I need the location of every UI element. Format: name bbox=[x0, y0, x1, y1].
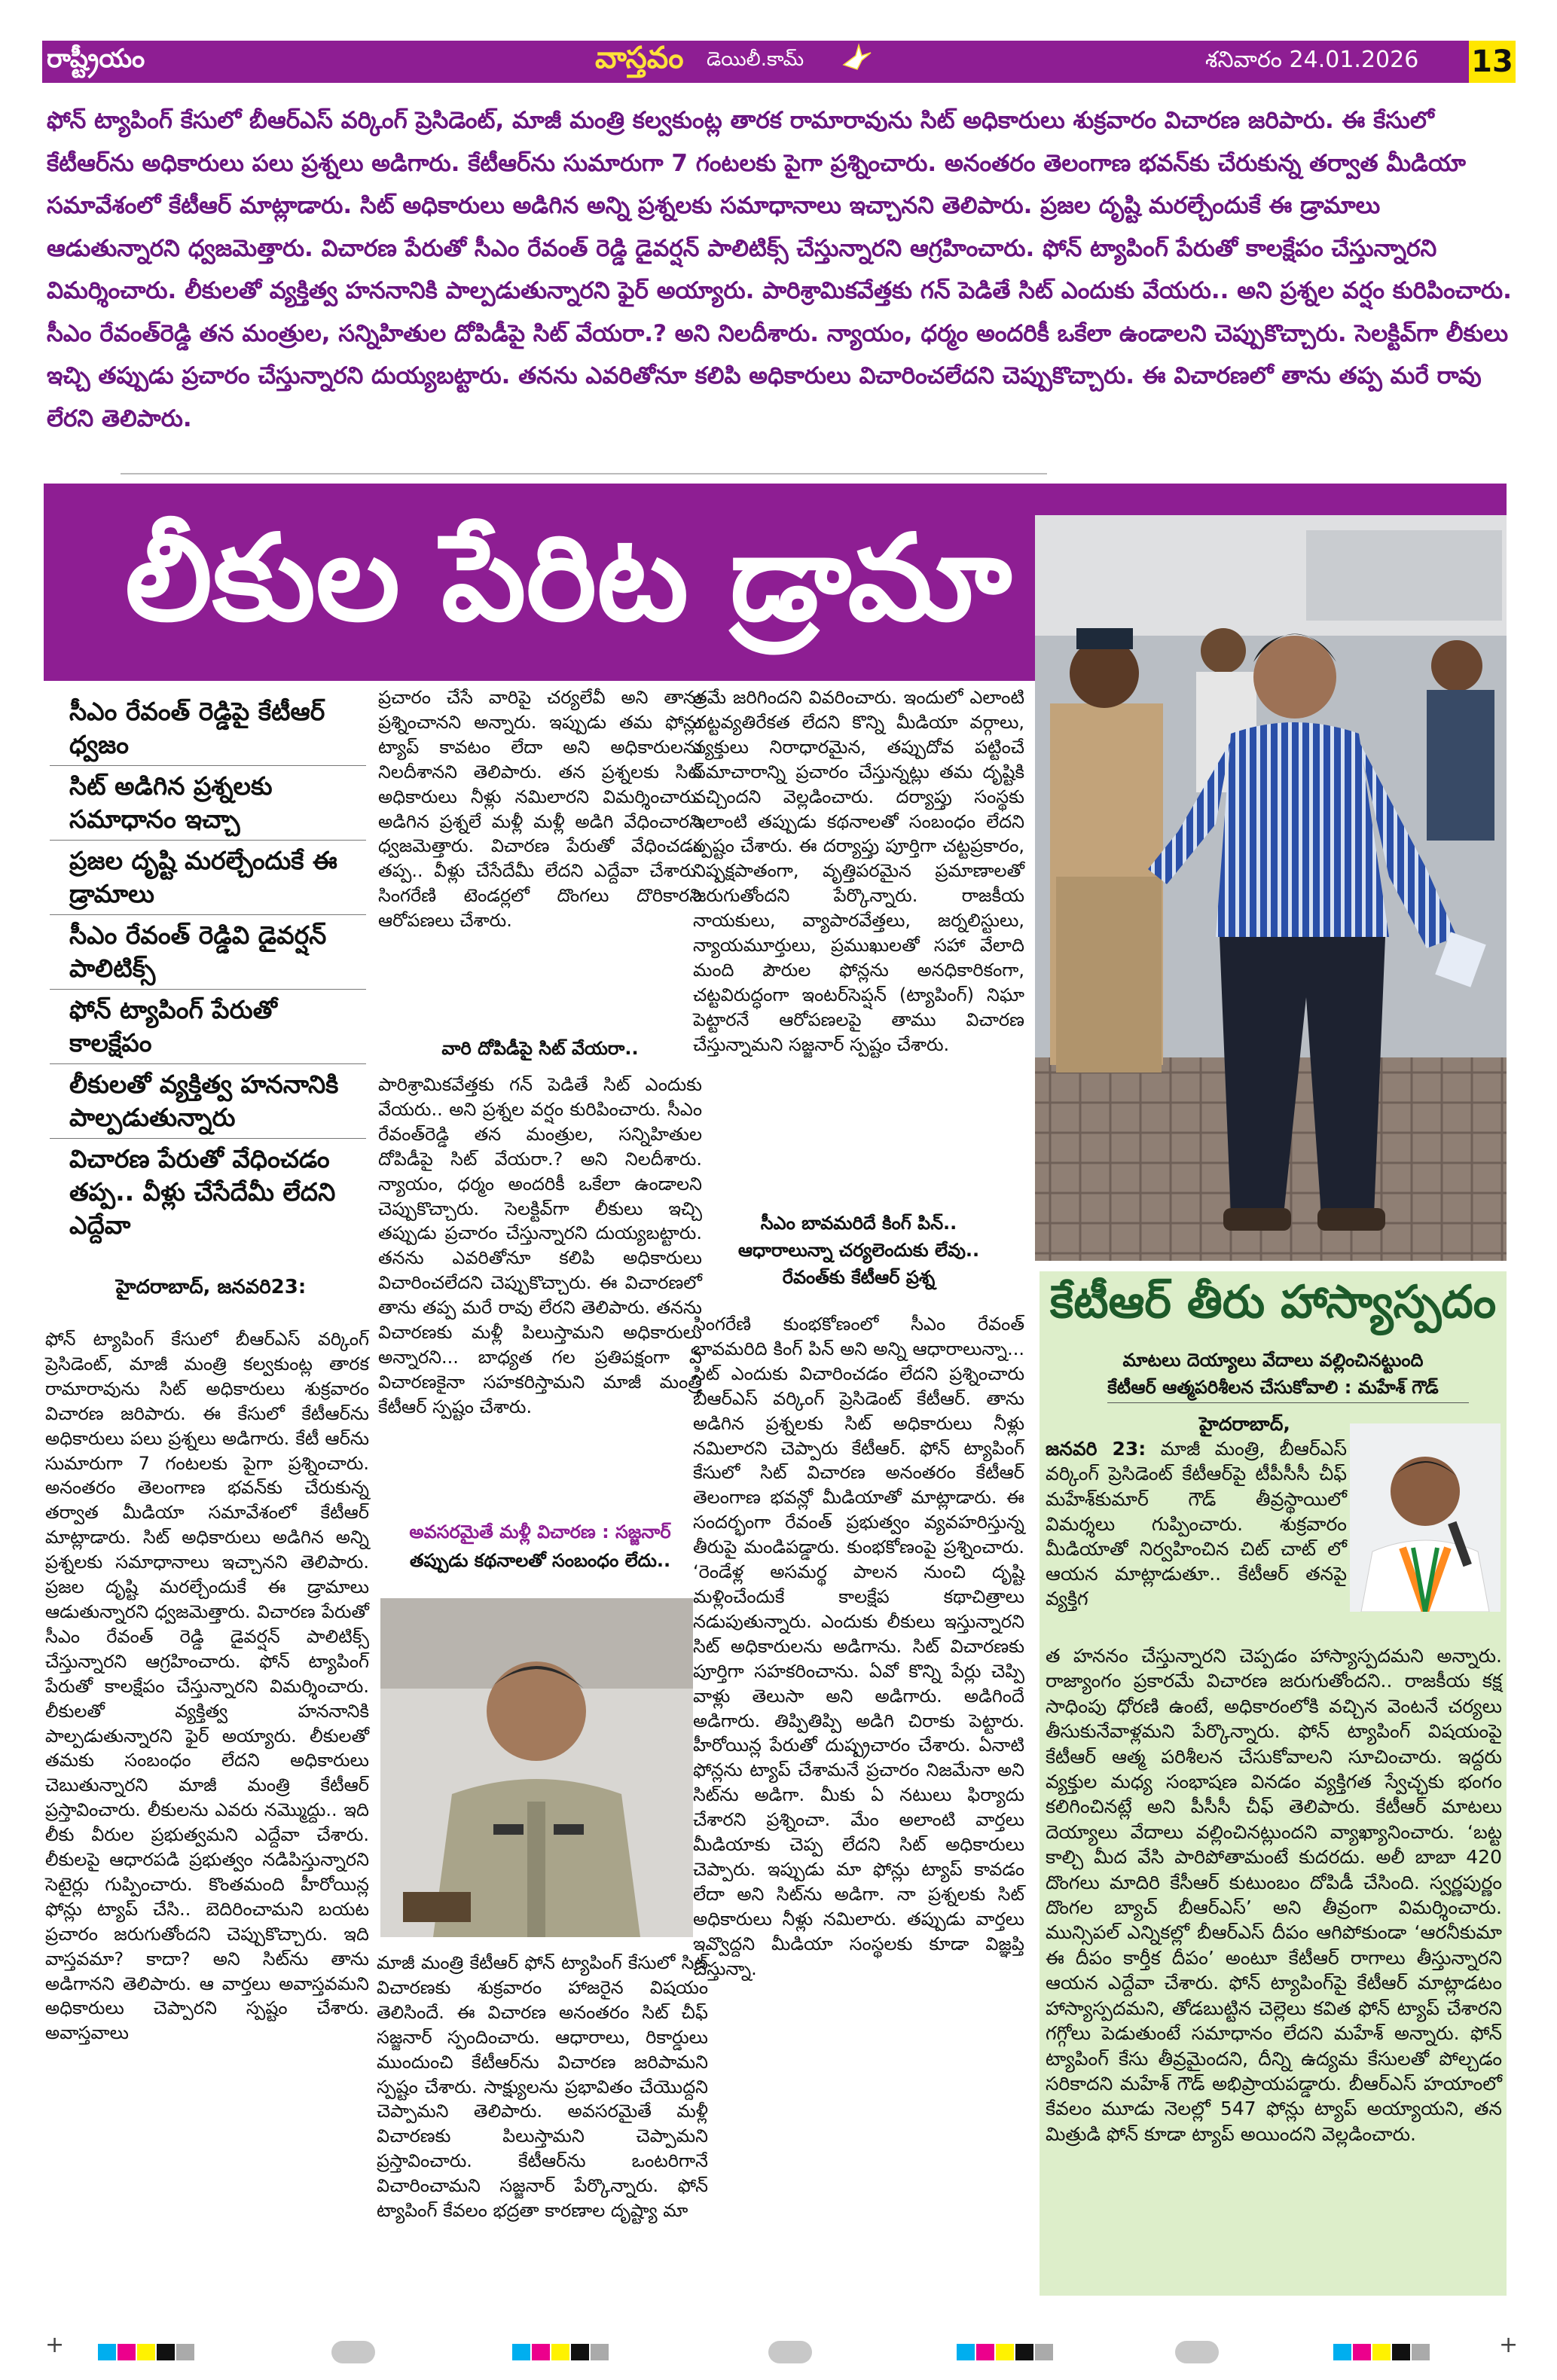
subhead: ప్రజల దృష్టి మరల్చేందుకే ఈ డ్రామాలు bbox=[50, 841, 366, 915]
sidebar-body-part-1 bbox=[1046, 1411, 1347, 1612]
article-column-3-part-2: సింగరేణి కుంభకోణంలో సీఎం రేవంత్ బావమరిది కింగ్ పిన్ అని అన్ని ఆధారాలున్నా... సిట్ ఎందుకు విచారించడం లేదని ప్రశ్నించారు బీఆర్ఎస్ వర్కింగ్ ప్రెసిడెంట్ కేటీఆర్. తాను అడిగిన ప్రశ్నలకు సిట్ అధికారులు నీళ్లు నమిలారని చెప్పారు కేటీఆర్. ఫోన్ ట్యాపింగ్ కేసులో సిట్ విచారణ అనంతరం కేటీఆర్ తెలంగాణ భవన్లో మీడియాతో మాట్లాడారు. ఈ సందర్భంగా రేవంత్ ప్రభుత్వం వ్యవహరిస్తున్న తీరుపై మండిపడ్డారు. కుంభకోణంపై ప్రశ్నించారు. ‘రెండేళ్ల అసమర్థ పాలన నుంచి దృష్టి మళ్లించేందుకే కాలక్షేప కథాచిత్రాలు నడుపుతున్నారు. ఎందుకు లీకులు ఇస్తున్నారని సిట్ అధికారులను అడిగాను. సిట్ విచారణకు పూర్తిగా సహకరించాను. ఏవో కొన్ని పేర్లు చెప్పి వాళ్లు తెలుసా అని అడిగారు. అడిగిందే అడిగారు. తిప్పితిప్పి అడిగి చిరాకు పెట్టారు. హీరోయిన్ల పేరుతో దుష్ప్రచారం చేశారు. ఏనాటి ఫోన్లను ట్యాప్ చేశామనే ప్రచారం నిజమేనా అని సిట్‌ను అడిగా. మీకు ఏ నటులు ఫిర్యాదు చేశారని ప్రశ్నించా. మేం అలాంటి వార్తలు మీడియాకు చెప్ప లేదని సిట్ అధికారులు చెప్పారు. ఇప్పుడు మా ఫోన్లు ట్యాప్ కావడం లేదా అని సిట్‌ను అడిగా. నా ప్రశ్నలకు సిట్ అధికారులు నీళ్లు నమిలారు. తప్పుడు వార్తలు ఇవ్వొద్దని మీడియా సంస్థలకు కూడా విజ్ఞప్తి చేస్తున్నా. bbox=[693, 1314, 1024, 1979]
registration-mark-icon: + bbox=[45, 2332, 65, 2358]
sidebar-deck: కేటీఆర్ ఆత్మపరిశీలన చేసుకోవాలి : మహేశ్ గౌడ్ bbox=[1107, 1377, 1439, 1398]
dateline: హైదరాబాద్, జనవరి23: bbox=[115, 1276, 307, 1298]
subhead: సీఎం రేవంత్ రెడ్డివి డైవర్షన్ పాలిటిక్స్ bbox=[50, 915, 366, 990]
eagle-logo-icon bbox=[842, 42, 872, 79]
section-kicker: సీఎం బావమరిదే కింగ్ పిన్.. bbox=[760, 1213, 957, 1234]
page-number: 13 bbox=[1469, 41, 1516, 83]
subhead-list bbox=[50, 691, 366, 1246]
photo-mahesh-goud bbox=[1350, 1423, 1501, 1612]
headline: లీకుల పేరిట డ్రామా bbox=[125, 508, 1012, 648]
section-kicker: వారి దోపిడీపై సిట్ వేయరా.. bbox=[441, 1038, 639, 1059]
paper-name: వాస్తవం bbox=[595, 41, 684, 75]
subhead: ఫోన్ ట్యాపింగ్ పేరుతో కాలక్షేపం bbox=[50, 990, 366, 1064]
section-kicker: రేవంత్‌కు కేటీఆర్ ప్రశ్న bbox=[782, 1267, 936, 1288]
sidebar-deck: మాటలు దెయ్యాలు వేదాలు వల్లించినట్టుంది bbox=[1122, 1350, 1424, 1371]
section-kicker: ఆధారాలున్నా చర్యలెందుకు లేవు.. bbox=[737, 1240, 980, 1261]
article-column-2-part-1: ప్రచారం చేసే వారిపై చర్యలేవీ అని తాను ప్రశ్నించానని అన్నారు. ఇప్పుడు తమ ఫోన్లు ట్యాప్ కావటం లేదా అని అధికారులను నిలదీశానని తెలిపారు. తన ప్రశ్నలకు సిట్ అధికారులు నీళ్లు నమిలారని విమర్శించారు. అడిగిన ప్రశ్నలే మళ్లీ మళ్లీ అడిగి వేధించారని ధ్వజమెత్తారు. విచారణ పేరుతో వేధించడం తప్ప.. వీళ్లు చేసేదేమీ లేదని ఎద్దేవా చేశారు. సింగరేణి టెండర్లలో దొంగలు దొరికారని ఆరోపణలు చేశారు. bbox=[378, 687, 702, 932]
article-column-1: ఫోన్ ట్యాపింగ్ కేసులో బీఆర్ఎస్ వర్కింగ్ ప్రెసిడెంట్, మాజీ మంత్రి కల్వకుంట్ల తారక రామారావును సిట్ అధికారులు శుక్రవారం విచారణ జరిపారు. ఈ కేసులో కేటీఆర్‌ను అధికారులు పలు ప్రశ్నలు అడిగారు. కేటీ ఆర్‌ను సుమారుగా 7 గంటలకు పైగా ప్రశ్నించారు. అనంతరం తెలంగాణ భవన్‌కు చేరుకున్న తర్వాత మీడియా సమావేశంలో కేటీఆర్ మాట్లాడారు. సిట్ అధికారులు అడిగిన అన్ని ప్రశ్నలకు సమాధానాలు ఇచ్చానని తెలిపారు. ప్రజల దృష్టి మరల్చేందుకే ఈ డ్రామాలు ఆడుతున్నారని ధ్వజమెత్తారు. విచారణ పేరుతో సీఎం రేవంత్ రెడ్డి డైవర్షన్ పాలిటిక్స్ చేస్తున్నారని ఆగ్రహించారు. ఫోన్ ట్యాపింగ్ పేరుతో కాలక్షేపం చేస్తున్నారని విమర్శించారు. లీకులతో వ్యక్తిత్వ హననానికి పాల్పడుతున్నారని ఫైర్ అయ్యారు. లీకులతో తమకు సంబంధం లేదని అధికారులు చెబుతున్నారని మాజీ మంత్రి కేటీఆర్ ప్రస్తావించారు. లీకులను ఎవరు నమ్మొద్దు.. ఇది లీకు వీరుల ప్రభుత్వమని ఎద్దేవా చేశారు. లీకులపై ఆధారపడి ప్రభుత్వం నడిపిస్తున్నారని సెటైర్లు గుప్పించారు. కొంతమంది హీరోయిన్ల ఫోన్లు ట్యాప్ చేసి.. బెదిరించామని బయట ప్రచారం జరుగుతోందని చెప్పుకొచ్చారు. ఇది వాస్తవమా? కాదా? అని సిట్‌ను తాను అడిగానని తెలిపారు. ఆ వార్తలు అవాస్తవమని అధికారులు చెప్పారని స్పష్టం చేశారు. అవాస్తవాలు bbox=[45, 1329, 369, 2044]
section-kicker: తప్పుడు కథనాలతో సంబంధం లేదు.. bbox=[409, 1550, 671, 1571]
article-column-2-part-2: పారిశ్రామికవేత్తకు గన్ పెడితే సిట్ ఎందుకు వేయరు.. అని ప్రశ్నల వర్షం కురిపించారు. సీఎం రేవంత్‌రెడ్డి తన మంత్రుల, సన్నిహితుల దోపిడీపై సిట్ వేయరా.? అని నిలదీశారు. న్యాయం, ధర్మం అందరికీ ఒకేలా ఉండాలని చెప్పుకొచ్చారు. సెలక్టివ్‌గా లీకులు ఇచ్చి తప్పుడు ప్రచారం చేస్తున్నారని దుయ్యబట్టారు. తనను ఎవరితోనూ కలిపి అధికారులు విచారించలేదని చెప్పుకొచ్చారు. ఈ విచారణలో తాను తప్ప మరే రావు లేరని తెలిపారు. తనను విచారణకు మళ్లీ పిలుస్తామని అధికారులు అన్నారని... బాధ్యత గల ప్రతిపక్షంగా ఏ విచారణకైనా సహకరిస్తామని మాజీ మంత్రి కేటీఆర్ స్పష్టం చేశారు. bbox=[378, 1074, 702, 1417]
divider bbox=[121, 473, 1047, 474]
photo-ktr-walking bbox=[1035, 515, 1507, 1261]
subhead: సీఎం రేవంత్ రెడ్డిపై కేటీఆర్ ధ్వజం bbox=[50, 691, 366, 766]
article-column-3-part-1: త్రమే జరిగిందని వివరించారు. ఇందులో ఎలాంటి చట్టవ్యతిరేకత లేదని కొన్ని మీడియా వర్గాలు, వ్యక్తులు నిరాధారమైన, తప్పుదోవ పట్టించే సమాచారాన్ని ప్రచారం చేస్తున్నట్లు తమ దృష్టికి వచ్చిందని వెల్లడించారు. దర్యాప్తు సంస్థకు ఇలాంటి తప్పుడు కథనాలతో సంబంధం లేదని స్పష్టం చేశారు. ఈ దర్యాప్తు పూర్తిగా చట్టప్రకారం, నిష్పక్షపాతంగా, వృత్తిపరమైన ప్రమాణాలతో జరుగుతోందని పేర్కొన్నారు. రాజకీయ నాయకులు, వ్యాపారవేత్తలు, జర్నలిస్టులు, న్యాయమూర్తులు, ప్రముఖులతో సహా వేలాది మంది పౌరుల ఫోన్లను అనధికారికంగా, చట్టవిరుద్ధంగా ఇంటర్‌సెప్షన్ (ట్యాపింగ్) నిఘా పెట్టారనే ఆరోపణలపై తాము విచారణ చేస్తున్నామని సజ్జనార్ స్పష్టం చేశారు. bbox=[693, 687, 1024, 1055]
sidebar-dateline: హైదరాబాద్, జనవరి 23: bbox=[1046, 1413, 1290, 1460]
section-label: రాష్ట్రీయం bbox=[47, 44, 145, 74]
subhead: విచారణ పేరుతో వేధించడం తప్ప.. వీళ్లు చేసేదేమీ లేదని ఎద్దేవా bbox=[69, 1144, 336, 1240]
divider bbox=[1107, 1402, 1469, 1403]
subhead: సిట్ అడిగిన ప్రశ్నలకు సమాధానం ఇచ్చా bbox=[50, 766, 366, 841]
section-kicker-sajjanar: అవసరమైతే మళ్లీ విచారణ : సజ్జనార్ bbox=[409, 1521, 671, 1542]
registration-mark-icon: + bbox=[1499, 2332, 1519, 2358]
paper-subtitle: డెయిలీ.కామ్ bbox=[707, 48, 804, 71]
subhead: లీకులతో వ్యక్తిత్వ హననానికి పాల్పడుతున్నారు bbox=[50, 1064, 366, 1139]
issue-date: శనివారం 24.01.2026 bbox=[1205, 47, 1419, 73]
intro-summary: ఫోన్ ట్యాపింగ్ కేసులో బీఆర్ఎస్ వర్కింగ్ ప్రెసిడెంట్, మాజీ మంత్రి కల్వకుంట్ల తారక రామారావును సిట్ అధికారులు శుక్రవారం విచారణ జరిపారు. ఈ కేసులో కేటీఆర్‌ను అధికారులు పలు ప్రశ్నలు అడిగారు. కేటీఆర్‌ను సుమారుగా 7 గంటలకు పైగా ప్రశ్నించారు. అనంతరం తెలంగాణ భవన్‌కు చేరుకున్న తర్వాత మీడియా సమావేశంలో కేటీఆర్ మాట్లాడారు. సిట్ అధికారులు అడిగిన అన్ని ప్రశ్నలకు సమాధానాలు ఇచ్చానని తెలిపారు. ప్రజల దృష్టి మరల్చేందుకే ఈ డ్రామాలు ఆడుతున్నారని ధ్వజమెత్తారు. విచారణ పేరుతో సీఎం రేవంత్ రెడ్డి డైవర్షన్ పాలిటిక్స్ చేస్తున్నారని ఆగ్రహించారు. ఫోన్ ట్యాపింగ్ పేరుతో కాలక్షేపం చేస్తున్నారని విమర్శించారు. లీకులతో వ్యక్తిత్వ హననానికి పాల్పడుతున్నారని ఫైర్ అయ్యారు. పారిశ్రామికవేత్తకు గన్ పెడితే సిట్ ఎందుకు వేయరు.. అని ప్రశ్నల వర్షం కురిపించారు. సీఎం రేవంత్‌రెడ్డి తన మంత్రుల, సన్నిహితుల దోపిడీపై సిట్ వేయరా.? అని నిలదీశారు. న్యాయం, ధర్మం అందరికీ ఒకేలా ఉండాలని చెప్పుకొచ్చారు. సెలక్టివ్‌గా లీకులు ఇచ్చి తప్పుడు ప్రచారం చేస్తున్నారని దుయ్యబట్టారు. తనను ఎవరితోనూ కలిపి అధికారులు విచారించలేదని చెప్పుకొచ్చారు. ఈ విచారణలో తాను తప్ప మరే రావు లేరని తెలిపారు. bbox=[47, 107, 1512, 432]
sidebar-title: కేటీఆర్ తీరు హాస్యాస్పదం bbox=[1049, 1276, 1497, 1329]
article-column-2-part-3: మాజీ మంత్రి కేటీఆర్ ఫోన్ ట్యాపింగ్ కేసులో సిట్ విచారణకు శుక్రవారం హాజరైన విషయం తెలిసిందే. ఈ విచారణ అనంతరం సిట్ చీఫ్ సజ్జనార్ స్పందించారు. ఆధారాలు, రికార్డులు ముందుంచి కేటీఆర్‌ను విచారణ జరిపామని స్పష్టం చేశారు. సాక్ష్యులను ప్రభావితం చేయొద్దని చెప్పామని తెలిపారు. అవసరమైతే మళ్లీ విచారణకు పిలుస్తామని చెప్పామని ప్రస్తావించారు. కేటీఆర్‌ను ఒంటరిగానే విచారించామని సజ్జనార్ పేర్కొన్నారు. ఫోన్ ట్యాపింగ్ కేవలం భద్రతా కారణాల దృష్ట్యా మా bbox=[377, 1952, 708, 2222]
photo-sajjanar bbox=[380, 1598, 693, 1937]
sidebar-body-text: మాజీ మంత్రి, బీఆర్ఎస్ వర్కింగ్ ప్రెసిడెంట్ కేటీఆర్‌పై టీపీసీసీ చీఫ్ మహేశ్‌కుమార్ గౌడ్ తీవ్రస్థాయిలో విమర్శలు గుప్పించారు. శుక్రవారం మీడియాతో నిర్వహించిన చిట్ చాట్ లో ఆయన మాట్లాడుతూ.. కేటీఆర్ తనపై వ్యక్తిగ bbox=[1046, 1438, 1348, 1610]
sidebar-body-part-2: త హననం చేస్తున్నారని చెప్పడం హాస్యాస్పదమని అన్నారు. రాజ్యాంగం ప్రకారమే విచారణ జరుగుతోందని.. రాజకీయ కక్ష సాధింపు ధోరణి ఉంటే, అధికారంలోకి వచ్చిన వెంటనే చర్యలు తీసుకునేవాళ్లమని పేర్కొన్నారు. ఫోన్ ట్యాపింగ్ విషయంపై కేటీఆర్ ఆత్మ పరిశీలన చేసుకోవాలని సూచించారు. ఇద్దరు వ్యక్తుల మధ్య సంభాషణ వినడం వ్యక్తిగత స్వేచ్ఛకు భంగం కలిగించినట్లే అని పీసీసీ చీఫ్ తెలిపారు. కేటీఆర్ మాటలు దెయ్యాలు వేదాలు వల్లించినట్లుందని వ్యాఖ్యానించారు. ‘బట్ట కాల్చి మీద వేసి పారిపోతామంటే కుదరదు. అలీ బాబా 420 దొంగలు మాదిరి కేసీఆర్ కుటుంబం దోపిడీ చేసింది. స్వర్ణపుర్ణం దొంగల బ్యాచ్ బీఆర్ఎస్’ అని తీవ్రంగా విమర్శించారు. మున్సిపల్ ఎన్నికల్లో బీఆర్ఎస్ దీపం ఆగిపోకుండా ‘ఆరనీకుమా ఈ దీపం కార్తీక దీపం’ అంటూ కేటీఆర్ రాగాలు తీస్తున్నారని ఆయన ఎద్దేవా చేశారు. ఫోన్ ట్యాపింగ్‌పై కేటీఆర్ మాట్లాడటం హాస్యాస్పదమని, తోడబుట్టిన చెల్లెలు కవిత ఫోన్ ట్యాప్ చేశారని గగ్గోలు పెడుతుంటే సమాధానం లేదని మహేశ్ అన్నారు. ఫోన్ ట్యాపింగ్ కేసు తీవ్రమైందని, దీన్ని ఉద్యమ కేసులతో పోల్చడం సరికాదని మహేశ్ గౌడ్ అభిప్రాయపడ్డారు. బీఆర్ఎస్ హయాంలో కేవలం మూడు నెలల్లో 547 ఫోన్లు ట్యాప్ అయ్యాయని, తన మిత్రుడి ఫోన్ కూడా ట్యాప్ అయిందని వెల్లడించారు. bbox=[1046, 1645, 1502, 2145]
